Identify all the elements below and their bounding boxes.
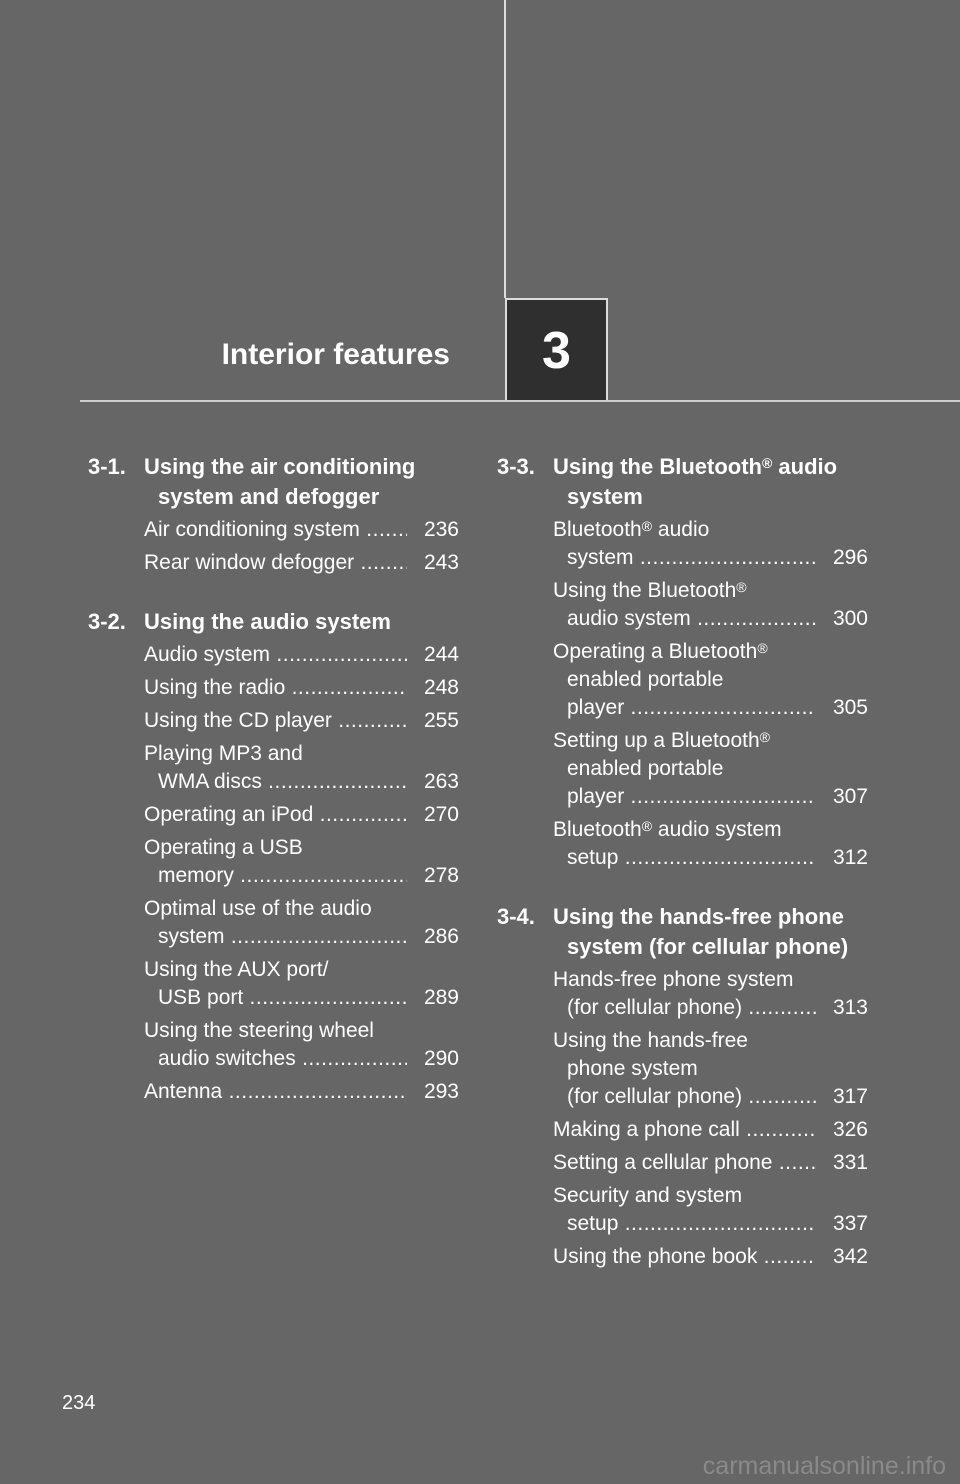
toc-entry-page: 290 — [423, 1047, 459, 1070]
toc-entry-page: 317 — [832, 1085, 868, 1108]
toc-entry-title — [144, 834, 407, 890]
toc-entry-title-line: Operating a USB — [144, 836, 303, 859]
toc-entry-title-line: Using the CD player ..... — [144, 707, 407, 735]
toc-entry-title-line: Setting up a Bluetooth® — [553, 729, 770, 752]
toc-entry-title-line: Using the Bluetooth® — [553, 579, 747, 602]
toc-entry[interactable] — [144, 674, 459, 702]
toc-entry-title — [144, 674, 407, 702]
toc-entry-list — [88, 516, 459, 577]
toc-entry[interactable] — [144, 1078, 459, 1106]
toc-section-title-line: Using the audio system — [144, 609, 391, 634]
toc-entry-page: 270 — [423, 803, 459, 826]
toc-entry-page: 243 — [423, 551, 459, 574]
toc-section-heading[interactable] — [88, 452, 459, 512]
toc-entry-list — [88, 641, 459, 1106]
toc-entry-page: 337 — [832, 1212, 868, 1235]
toc-entry-title-line: Operating a Bluetooth® — [553, 640, 768, 663]
toc-section-heading[interactable] — [497, 452, 868, 512]
toc-entry[interactable] — [553, 577, 868, 633]
toc-entry[interactable] — [144, 549, 459, 577]
toc-column-left — [88, 452, 459, 1136]
toc-entry-title — [553, 816, 816, 872]
toc-entry[interactable] — [553, 727, 868, 811]
toc-entry-title-line: Playing MP3 and — [144, 742, 303, 765]
toc-entry[interactable] — [144, 1017, 459, 1073]
chapter-number: 3 — [542, 321, 571, 380]
toc-section-title-line: Using the hands-free phone — [553, 904, 844, 929]
toc-entry-page: 296 — [832, 546, 868, 569]
toc-entry-page: 300 — [832, 607, 868, 630]
toc-entry[interactable] — [144, 834, 459, 890]
toc-entry-title — [144, 641, 407, 669]
chapter-number-tab — [505, 298, 608, 401]
toc-entry-title-line: Using the phone book ..... — [553, 1243, 816, 1271]
toc-entry-title-line: Optimal use of the audio — [144, 897, 372, 920]
toc-entry-title-line: WMA discs ..... — [144, 768, 407, 796]
toc-column-right — [497, 452, 868, 1301]
toc-section — [88, 607, 459, 1106]
watermark: carmanualsonline.info — [702, 1452, 946, 1480]
toc-section-number: 3-2. — [88, 609, 126, 634]
toc-entry[interactable] — [553, 1243, 868, 1271]
toc-entry[interactable] — [144, 956, 459, 1012]
toc-entry-title-line: USB port ..... — [144, 984, 407, 1012]
toc-entry[interactable] — [553, 816, 868, 872]
toc-entry-title — [144, 801, 407, 829]
toc-entry-title-line: phone system — [567, 1057, 698, 1080]
toc-entry-title — [553, 1243, 816, 1271]
toc-entry-page: 313 — [832, 996, 868, 1019]
toc-entry-page: 286 — [423, 925, 459, 948]
toc-entry[interactable] — [553, 1116, 868, 1144]
toc-entry[interactable] — [144, 801, 459, 829]
toc-entry-page: 278 — [423, 864, 459, 887]
toc-entry-page: 307 — [832, 785, 868, 808]
toc-section-title — [144, 607, 459, 637]
toc-entry[interactable] — [553, 516, 868, 572]
toc-section-heading[interactable] — [88, 607, 459, 637]
toc-entry-list — [497, 966, 868, 1271]
toc-entry-page: 289 — [423, 986, 459, 1009]
toc-entry-title-line: (for cellular phone) ..... — [553, 994, 816, 1022]
toc-section-title-line: Using the air conditioning — [144, 454, 416, 479]
toc-entry-title-line: Setting a cellular phone ..... — [553, 1149, 816, 1177]
toc-section-title-line: system (for cellular phone) — [567, 934, 849, 959]
toc-entry[interactable] — [144, 895, 459, 951]
toc-entry-title-line: Bluetooth® audio system — [553, 818, 782, 841]
toc-entry[interactable] — [553, 1182, 868, 1238]
toc-entry-title-line: audio system ..... — [553, 605, 816, 633]
toc-entry-title — [553, 516, 816, 572]
toc-section-title — [553, 902, 868, 962]
toc-entry-title — [144, 1017, 407, 1073]
toc-section-number: 3-1. — [88, 454, 126, 479]
toc-section-number: 3-3. — [497, 454, 535, 479]
toc-section — [497, 452, 868, 872]
toc-entry[interactable] — [144, 707, 459, 735]
toc-entry-page: 236 — [423, 518, 459, 541]
toc-section — [88, 452, 459, 577]
toc-entry-title-line: Using the AUX port/ — [144, 958, 329, 981]
toc-entry-title-line: Antenna ..... — [144, 1078, 407, 1106]
toc-entry-title-line: Audio system ..... — [144, 641, 407, 669]
toc-entry-title-line: Using the steering wheel — [144, 1019, 374, 1042]
toc-entry-title-line: Using the hands-free — [553, 1029, 748, 1052]
toc-entry-title — [553, 966, 816, 1022]
toc-entry-title-line: audio switches ..... — [144, 1045, 407, 1073]
toc-entry-page: 312 — [832, 846, 868, 869]
toc-entry-page: 293 — [423, 1080, 459, 1103]
toc-entry-page: 263 — [423, 770, 459, 793]
toc-entry[interactable] — [553, 638, 868, 722]
toc-section-title — [144, 452, 459, 512]
toc-entry-title — [144, 1078, 407, 1106]
toc-entry-title-line: Bluetooth® audio — [553, 518, 710, 541]
toc-entry-title — [144, 740, 407, 796]
toc-entry-title — [553, 577, 816, 633]
toc-entry-title-line: Air conditioning system ..... — [144, 516, 407, 544]
toc-entry-title-line: system ..... — [553, 544, 816, 572]
toc-entry-title-line: (for cellular phone) ..... — [553, 1083, 816, 1111]
toc-entry-title — [144, 895, 407, 951]
toc-entry-page: 342 — [832, 1245, 868, 1268]
toc-entry-list — [497, 516, 868, 872]
toc-entry-title — [553, 1116, 816, 1144]
toc-entry-title — [144, 707, 407, 735]
toc-entry-title-line: setup ..... — [553, 1210, 816, 1238]
toc-entry[interactable] — [144, 516, 459, 544]
toc-entry-title — [553, 1149, 816, 1177]
toc-entry-title-line: Security and system — [553, 1184, 743, 1207]
chapter-divider-vertical — [504, 0, 506, 298]
toc-entry-title-line: Making a phone call ..... — [553, 1116, 816, 1144]
toc-entry-title-line: enabled portable — [567, 668, 724, 691]
chapter-title: Interior features — [221, 338, 450, 371]
toc-entry[interactable] — [553, 1027, 868, 1111]
toc-entry-title-line: Operating an iPod ..... — [144, 801, 407, 829]
toc-section-title-line: system and defogger — [158, 484, 380, 509]
toc-entry-title — [553, 638, 816, 722]
toc-section-title — [553, 452, 868, 512]
toc-entry-title-line: enabled portable — [567, 757, 724, 780]
toc-entry-title — [553, 727, 816, 811]
toc-entry[interactable] — [553, 1149, 868, 1177]
toc-entry-title-line: Rear window defogger ..... — [144, 549, 407, 577]
toc-entry-title — [553, 1182, 816, 1238]
toc-entry-page: 255 — [423, 709, 459, 732]
toc-entry-title-line: memory ..... — [144, 862, 407, 890]
page-number: 234 — [62, 1392, 96, 1414]
toc-entry-title-line: player ..... — [553, 694, 816, 722]
toc-entry-title-line: setup ..... — [553, 844, 816, 872]
toc-entry-title-line: player ..... — [553, 783, 816, 811]
chapter-header-rule — [80, 400, 960, 402]
toc-entry-page: 248 — [423, 676, 459, 699]
toc-entry[interactable] — [144, 740, 459, 796]
toc-entry-title — [553, 1027, 816, 1111]
toc-entry-title-line: system ..... — [144, 923, 407, 951]
toc-entry-page: 305 — [832, 696, 868, 719]
toc-section-heading[interactable] — [497, 902, 868, 962]
toc-section-number: 3-4. — [497, 904, 535, 929]
toc-entry-title — [144, 516, 407, 544]
toc-section-title-line: Using the Bluetooth® audio — [553, 454, 838, 479]
toc-entry-title — [144, 549, 407, 577]
toc-entry-title-line: Using the radio ..... — [144, 674, 407, 702]
toc-section-title-line: system — [567, 484, 643, 509]
toc-entry-title-line: Hands-free phone system — [553, 968, 794, 991]
toc-entry[interactable] — [144, 641, 459, 669]
toc-entry-page: 244 — [423, 643, 459, 666]
toc-section — [497, 902, 868, 1271]
toc-entry-page: 326 — [832, 1118, 868, 1141]
toc-entry[interactable] — [553, 966, 868, 1022]
toc-entry-title — [144, 956, 407, 1012]
toc-entry-page: 331 — [832, 1151, 868, 1174]
